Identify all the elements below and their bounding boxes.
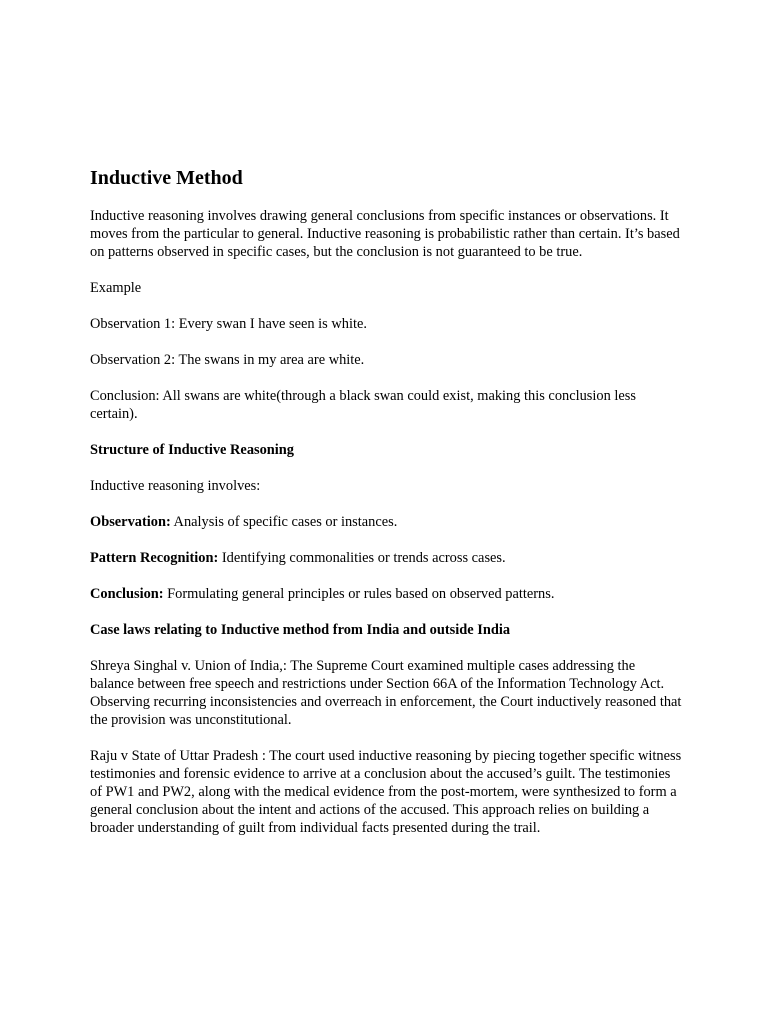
- structure-item-conclusion: [90, 585, 682, 603]
- structure-item-label: Conclusion:: [90, 586, 164, 602]
- document-page: [90, 164, 682, 855]
- structure-item-pattern-recognition: [90, 549, 682, 567]
- case-laws-heading: Case laws relating to Inductive method from India and outside India: [90, 622, 511, 638]
- structure-item-label: Observation:: [90, 514, 171, 530]
- case-raju: Raju v State of Uttar Pradesh : The court used inductive reasoning by piecing together specific witness testimonies and forensic evidence to arrive at a conclusion about the accused’s guilt. The testimonies of PW1 and PW2, along with the medical evidence from the post-mortem, were synthesized to form a general conclusion about the intent and actions of the accused. This approach relies on building a broader understanding of guilt from individual facts presented during the trail.: [90, 748, 682, 836]
- structure-item-observation: [90, 513, 682, 531]
- structure-heading: Structure of Inductive Reasoning: [90, 442, 295, 458]
- example-conclusion: Conclusion: All swans are white(through a black swan could exist, making this conclusion less certain).: [90, 388, 636, 422]
- structure-item-label: Pattern Recognition:: [90, 550, 219, 566]
- intro-paragraph: Inductive reasoning involves drawing general conclusions from specific instances or observations. It moves from the particular to general. Inductive reasoning is probabilistic rather than certain. It’s based on patterns observed in specific cases, but the conclusion is not guaranteed to be true.: [90, 208, 680, 260]
- case-shreya-singhal: Shreya Singhal v. Union of India,: The Supreme Court examined multiple cases addressing the balance between free speech and restrictions under Section 66A of the Information Technology Act. Observing recurring inconsistencies and overreach in enforcement, the Court inductively reasoned that the provision was unconstitutional.: [90, 658, 682, 728]
- observation-2: Observation 2: The swans in my area are white.: [90, 352, 365, 368]
- observation-1: Observation 1: Every swan I have seen is white.: [90, 316, 367, 332]
- structure-item-text: Formulating general principles or rules based on observed patterns.: [163, 586, 555, 602]
- example-label: Example: [90, 280, 142, 296]
- structure-item-text: Identifying commonalities or trends across cases.: [218, 550, 506, 566]
- involves-text: Inductive reasoning involves:: [90, 478, 261, 494]
- document-title: Inductive Method: [90, 167, 243, 189]
- structure-item-text: Analysis of specific cases or instances.: [170, 514, 398, 530]
